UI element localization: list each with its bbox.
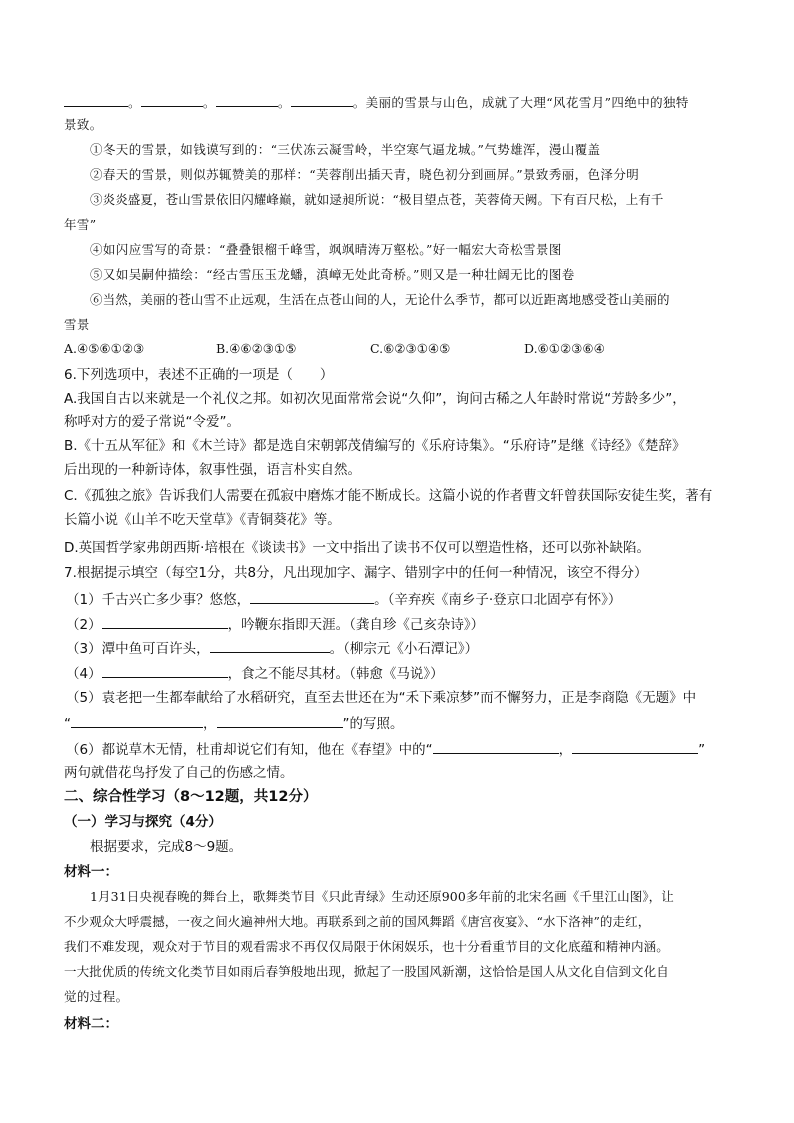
q5-option-a[interactable]: A.④⑤⑥①②③ [64,341,145,356]
q5-sentence-4: ④如闪应雪写的奇景：“叠叠银榴千峰雪，飒飒晴涛万壑松。”好一幅宏大奇松雪景图 [90,242,562,257]
q7-item-1-text: （1）千古兴亡多少事？悠悠， [66,592,251,608]
answer-blank[interactable] [102,663,228,678]
q7-item-2 [66,614,484,634]
answer-blank[interactable] [291,92,353,107]
material-1-line: 不少观众大呼震撼，一夜之间火遍神州大地。再联系到之前的国风舞蹈《唐宫夜宴》、“水下洛神”的走红， [64,914,651,929]
q7-item-6-text: （6）都说草木无情，杜甫却说它们有知，他在《春望》中的“ [66,742,433,758]
q5-sentence-6-end: 雪景 [64,317,90,332]
q7-item-5: （5）袁老把一生都奉献给了水稻研究，直至去世还在为“禾下乘凉梦”而不懈努力，正是李商隐《无题》中 [66,690,697,706]
q7-item-5-end: ”的写照。 [342,716,404,732]
material-1-line: 我们不难发现，观众对于节目的观看需求不再仅仅局限于休闲娱乐，也十分看重节目的文化底蕴和精神内涵。 [64,939,669,954]
q6-stem: 6.下列选项中，表述不正确的一项是（ ） [64,367,334,383]
quote-mark: ” [698,742,706,758]
q5-sentence-5: ⑤又如吴嗣仲描绘：“经古雪压玉龙蟠，滇嶂无处此奇桥。”则又是一种壮阔无比的图卷 [90,267,575,282]
q6-option-a[interactable]: A.我国自古以来就是一个礼仪之邦。如初次见面常常会说“久仰”，询问古稀之人年龄时常说“芳龄多少”， [64,391,686,407]
q7-item-6 [66,739,705,759]
q5-paragraph-end: 景致。 [64,117,103,132]
q6-option-b[interactable]: B.《十五从军征》和《木兰诗》都是选自宋朝郭茂倩编写的《乐府诗集》。“乐府诗”是继《诗经》《楚辞》 [64,438,686,454]
q6-option-c[interactable]: C.《孤独之旅》告诉我们人需要在孤寂中磨炼才能不断成长。这篇小说的作者曹文轩曾获国际安徒生奖，著有 [64,488,713,504]
q7-item-4-text: ，食之不能尽其材。（韩愈《马说》） [227,666,444,682]
q5-first-line: 。 。 。 。美丽的雪景与山色，成就了大理“风花雪月”四绝中的独特 [64,92,689,112]
material-1-line: 一大批优质的传统文化类节目如雨后春笋般地出现，掀起了一股国风新潮，这恰恰是国人从文化自信到文化自 [64,964,669,979]
q7-item-3-text: （3）潭中鱼可百许头， [66,641,210,657]
q6-option-d[interactable]: D.英国哲学家弗朗西斯·培根在《谈读书》一文中指出了读书不仅可以塑造性格，还可以弥补缺陷。 [64,540,650,556]
answer-blank[interactable] [71,713,203,728]
q5-paragraph-text: 美丽的雪景与山色，成就了大理“风花雪月”四绝中的独特 [365,95,689,110]
q5-option-b[interactable]: B.④⑥②③①⑤ [216,341,297,356]
answer-blank[interactable] [64,92,128,107]
q5-sentence-6: ⑥当然，美丽的苍山雪不止远观，生活在点苍山间的人，无论什么季节，都可以近距离地感受苍山美丽的 [90,292,670,307]
q7-item-3-source: 。（柳宗元《小石潭记》） [329,641,479,657]
q5-sentence-3: ③炎炎盛夏，苍山雪景依旧闪耀峰巅，就如逯昶所说：“极目望点苍，芙蓉倚天阙。下有百尺松，上有千 [90,192,664,207]
answer-blank[interactable] [216,92,278,107]
q6-option-a-cont: 称呼对方的爱子常说“令爱”。 [64,414,240,430]
q7-item-4 [66,663,444,683]
part2-heading: 二、综合性学习（8～12题，共12分） [64,789,318,805]
part2-subheading: （一）学习与探究（4分） [64,814,222,830]
q5-sentence-2: ②春天的雪景，则似苏辄赞美的那样：“芙蓉削出插天青，晓色初分到画屏。”景致秀丽，色泽分明 [90,167,640,182]
answer-blank[interactable] [141,92,203,107]
comma: ， [203,716,217,732]
answer-blank[interactable] [217,713,343,728]
answer-blank[interactable] [250,589,374,604]
answer-blank[interactable] [210,638,330,653]
q7-item-2-text: ，吟鞭东指即天涯。（龚自珍《己亥杂诗》） [227,617,485,633]
answer-blank[interactable] [572,739,698,754]
q7-item-3 [66,638,478,658]
q6-option-c-cont: 长篇小说《山羊不吃天堂草》《青铜葵花》等。 [64,512,341,528]
q5-option-d[interactable]: D.⑥①②③⑥④ [524,341,605,356]
q7-item-5-blanks [64,713,404,733]
q7-item-4-num: （4） [66,666,102,682]
q5-option-c[interactable]: C.⑥②③①④⑤ [370,341,451,356]
material-1-line: 觉的过程。 [64,989,129,1004]
q7-item-2-num: （2） [66,617,102,633]
answer-blank[interactable] [433,739,559,754]
quote-mark: “ [64,716,71,732]
part2-instruction: 根据要求，完成8～9题。 [90,839,243,855]
q5-sentence-1: ①冬天的雪景，如钱谟写到的：“三伏冻云凝雪岭，半空寒气逼龙城。”气势雄浑，漫山覆盖 [90,142,601,157]
q7-item-1-source: 。（辛弃疾《南乡子·登京口北固亭有怀》） [374,592,622,608]
q7-item-1 [66,589,621,609]
material-1-line: 1月31日央视春晚的舞台上，歌舞类节目《只此青绿》生动还原900多年前的北宋名画《千里江山图》，让 [90,889,674,904]
material-2-label: 材料二： [64,1016,118,1032]
q5-sentence-3-end: 年雪” [64,217,97,232]
q7-item-6-end: 两句就借花鸟抒发了自己的伤感之情。 [64,765,294,781]
material-1-label: 材料一： [64,864,118,880]
q6-option-b-cont: 后出现的一种新诗体，叙事性强，语言朴实自然。 [64,462,361,478]
comma: ， [558,742,573,758]
q7-stem: 7.根据提示填空（每空1分，共8分，凡出现加字、漏字、错别字中的任何一种情况，该空不得分） [64,565,648,581]
answer-blank[interactable] [102,614,228,629]
